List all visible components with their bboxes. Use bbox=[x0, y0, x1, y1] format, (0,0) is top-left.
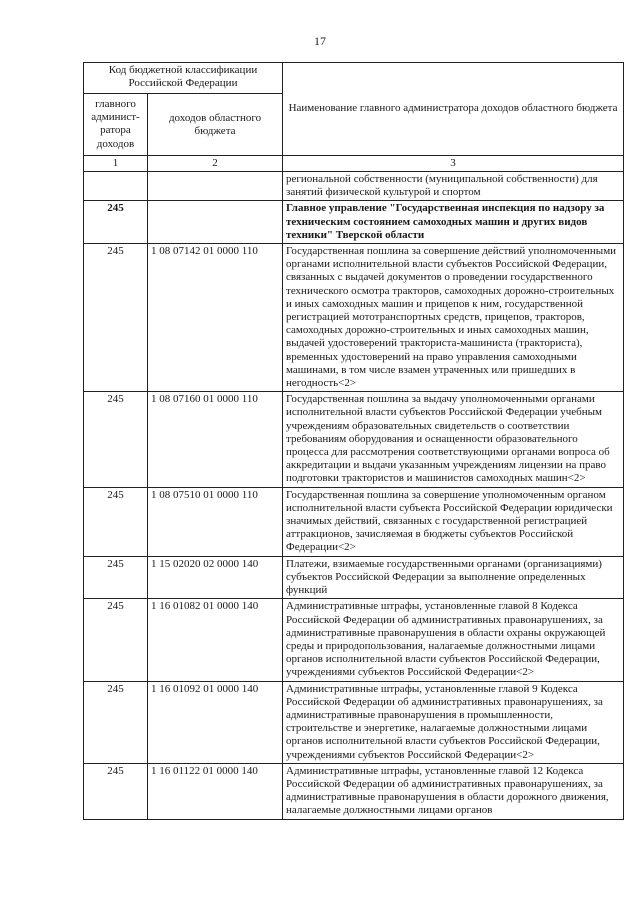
income-name-cell: Административные штрафы, установленные главой 9 Кодекса Российской Федерации об административных правонарушениях, за административные правонарушения в промышленности, строительстве и энергетике, налагаемые должностными лицами органов исполнительной власти субъектов Российской Федерации, учреждениями субъектов Российской Федерации<2> bbox=[283, 681, 624, 763]
income-code-cell bbox=[148, 172, 283, 201]
header-admin-line-2: админист- bbox=[91, 111, 140, 124]
admin-code-cell bbox=[84, 172, 148, 201]
header-admin-column bbox=[84, 94, 148, 156]
table-row bbox=[84, 172, 624, 201]
income-code-cell: 1 16 01122 01 0000 140 bbox=[148, 763, 283, 819]
admin-code-cell: 245 bbox=[84, 201, 148, 244]
income-code-cell: 1 08 07510 01 0000 110 bbox=[148, 487, 283, 556]
income-code-cell: 1 16 01092 01 0000 140 bbox=[148, 681, 283, 763]
header-name-column: Наименование главного администратора доходов областного бюджета bbox=[283, 63, 624, 156]
header-row-group bbox=[84, 63, 624, 94]
income-name-cell: Государственная пошлина за совершение уполномоченным органом исполнительной власти субъекта Российской Федерации юридически значимых действий, связанных с государственной регистрацией аттракционов, зачисляемая в бюджеты субъектов Российской Федерации<2> bbox=[283, 487, 624, 556]
header-admin-line-1: главного bbox=[95, 98, 136, 110]
admin-code-cell: 245 bbox=[84, 392, 148, 487]
income-code-cell: 1 08 07160 01 0000 110 bbox=[148, 392, 283, 487]
admin-code-cell: 245 bbox=[84, 681, 148, 763]
column-number-3: 3 bbox=[283, 156, 624, 172]
column-number-2: 2 bbox=[148, 156, 283, 172]
admin-code-cell: 245 bbox=[84, 244, 148, 392]
income-name-cell: Платежи, взимаемые государственными органами (организациями) субъектов Российской Федерации за выполнение определенных функций bbox=[283, 556, 624, 599]
income-code-cell: 1 15 02020 02 0000 140 bbox=[148, 556, 283, 599]
column-number-row bbox=[84, 156, 624, 172]
income-name-cell: Административные штрафы, установленные главой 8 Кодекса Российской Федерации об административных правонарушениях, за административные правонарушения в области охраны окружающей среды и природопользования, налагаемые должностными лицами органов исполнительной власти субъектов Российской Федерации, учреждениями субъектов Российской Федерации<2> bbox=[283, 599, 624, 681]
income-code-cell bbox=[148, 201, 283, 244]
header-admin-line-3: ратора bbox=[100, 124, 131, 137]
table-row bbox=[84, 244, 624, 392]
table-row bbox=[84, 763, 624, 819]
admin-code-cell: 245 bbox=[84, 763, 148, 819]
column-number-1: 1 bbox=[84, 156, 148, 172]
header-code-group: Код бюджетной классификации Российской Федерации bbox=[84, 63, 283, 94]
table-row bbox=[84, 681, 624, 763]
table-row bbox=[84, 201, 624, 244]
table-row bbox=[84, 392, 624, 487]
income-name-cell: региональной собственности (муниципальной собственности) для занятий физической культурой и спортом bbox=[283, 172, 624, 201]
admin-code-cell: 245 bbox=[84, 599, 148, 681]
header-admin-line-4: доходов bbox=[96, 137, 135, 150]
income-code-cell: 1 16 01082 01 0000 140 bbox=[148, 599, 283, 681]
income-name-cell: Главное управление "Государственная инспекция по надзору за техническим состоянием самоходных машин и других видов техники" Тверской области bbox=[283, 201, 624, 244]
income-name-cell: Государственная пошлина за выдачу уполномоченными органами исполнительной власти субъектов Российской Федерации учебным учреждениям образовательных свидетельств о соответствии требованиям оборудования и оснащенности образовательного процесса для рассмотрения соответствующими органами вопроса об аккредитации и выдачи указанным учреждениям лицензии на право подготовки трактористов и машинистов самоходных машин<2> bbox=[283, 392, 624, 487]
table-row bbox=[84, 556, 624, 599]
income-code-cell: 1 08 07142 01 0000 110 bbox=[148, 244, 283, 392]
income-name-cell: Административные штрафы, установленные главой 12 Кодекса Российской Федерации об административных правонарушениях, за административные правонарушения в области дорожного движения, налагаемые должностными лицами органов bbox=[283, 763, 624, 819]
admin-code-cell: 245 bbox=[84, 556, 148, 599]
header-income-column: доходов областного бюджета bbox=[148, 94, 283, 156]
income-name-cell: Государственная пошлина за совершение действий уполномоченными органами исполнительной власти субъектов Российской Федерации, связанных с выдачей документов о проведении государственного технического осмотра тракторов, самоходных дорожно-строительных и иных самоходных машин и прицепов к ним, государственной регистрацией мототранспортных средств, прицепов, тракторов, самоходных дорожно-строительных и иных самоходных машин, выдачей удостоверений тракториста-машиниста (тракториста), временных удостоверений на право управления самоходными машинами, в том числе взамен утраченных или пришедших в негодность<2> bbox=[283, 244, 624, 392]
budget-classification-table bbox=[83, 62, 624, 820]
admin-code-cell: 245 bbox=[84, 487, 148, 556]
page-number: 17 bbox=[314, 34, 326, 48]
table-row bbox=[84, 599, 624, 681]
table-row bbox=[84, 487, 624, 556]
